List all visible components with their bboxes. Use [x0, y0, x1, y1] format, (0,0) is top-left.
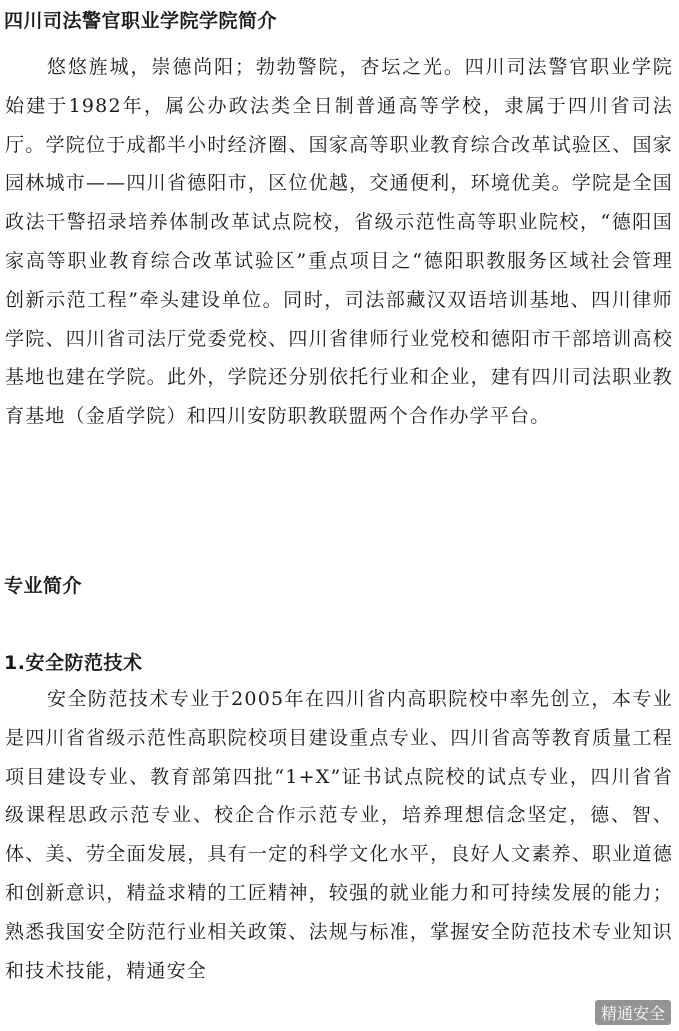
watermark-overlay: 精通安全: [595, 1000, 671, 1025]
document-title: 四川司法警官职业学院学院简介: [4, 10, 278, 32]
major-heading: 1.安全防范技术: [4, 652, 143, 674]
section-heading: 专业简介: [4, 575, 83, 597]
intro-paragraph: 悠悠旌城，崇德尚阳；勃勃警院，杏坛之光。四川司法警官职业学院始建于1982年，属公办政法类全日制普通高等学校，隶属于四川省司法厅。学院位于成都半小时经济圈、国家高等职业教育综合改革试验区、国家园林城市——四川省德阳市，区位优越，交通便利，环境优美。学院是全国政法干警招录培养体制改革试点院校，省级示范性高等职业院校，“德阳国家高等职业教育综合改革试验区”重点项目之“德阳职教服务区域社会管理创新示范工程”牵头建设单位。同时，司法部藏汉双语培训基地、四川律师学院、四川省司法厅党委党校、四川省律师行业党校和德阳市干部培训高校基地也建在学院。此外，学院还分别依托行业和企业，建有四川司法职业教育基地（金盾学院）和四川安防职教联盟两个合作办学平台。: [5, 56, 673, 428]
major-paragraph: 安全防范技术专业于2005年在四川省内高职院校中率先创立，本专业是四川省省级示范性高职院校项目建设重点专业、四川省高等教育质量工程项目建设专业、教育部第四批“1+X”证书试点院校的试点专业，四川省省级课程思政示范专业、校企合作示范专业，培养理想信念坚定，德、智、体、美、劳全面发展，具有一定的科学文化水平，良好人文素养、职业道德和创新意识，精益求精的工匠精神，较强的就业能力和可持续发展的能力；熟悉我国安全防范行业相关政策、法规与标准，掌握安全防范技术专业知识和技术技能，精通安全: [5, 688, 673, 982]
